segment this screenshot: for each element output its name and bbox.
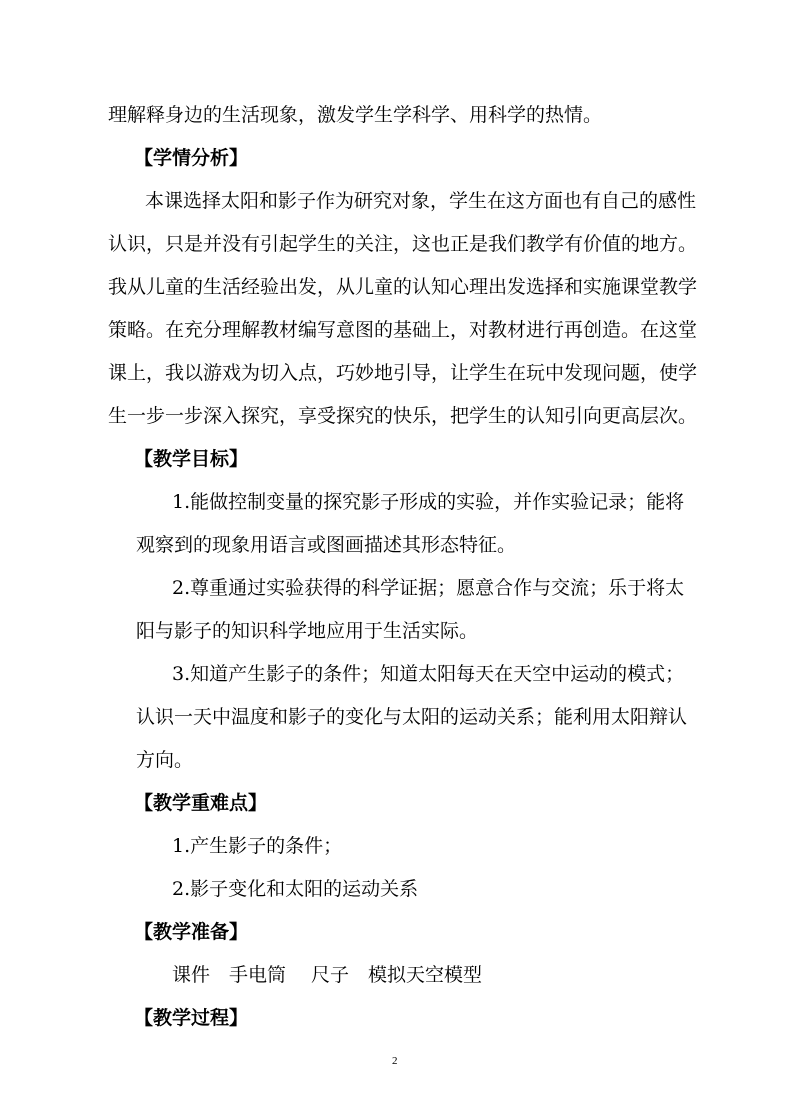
student-analysis-heading: 【学情分析】: [134, 147, 249, 169]
paragraph-line: 策略。在充分理解教材编写意图的基础上，对教材进行再创造。在这堂: [108, 319, 698, 341]
goal-line: 观察到的现象用语言或图画描述其形态特征。: [136, 534, 517, 556]
intro-line: 理解释身边的生活现象，激发学生学科学、用科学的热情。: [108, 104, 603, 126]
process-heading: 【教学过程】: [134, 1007, 249, 1029]
preparation-item: 课件: [172, 964, 211, 986]
goal-line: 3.知道产生影子的条件；知道太阳每天在天空中运动的模式；: [172, 663, 685, 685]
preparation-item: 尺子: [311, 964, 350, 986]
goal-line: 阳与影子的知识科学地应用于生活实际。: [136, 620, 479, 642]
key-point-line: 2.影子变化和太阳的运动关系: [172, 878, 419, 900]
key-point-line: 1.产生影子的条件；: [172, 835, 343, 857]
goal-line: 1.能做控制变量的探究影子形成的实验，并作实验记录；能将: [172, 491, 685, 513]
teaching-goals-heading: 【教学目标】: [134, 448, 249, 470]
page-number: 2: [392, 1055, 398, 1067]
key-points-heading: 【教学重难点】: [134, 792, 268, 814]
paragraph-line: 本课选择太阳和影子作为研究对象，学生在这方面也有自己的感性: [145, 190, 697, 212]
paragraph-line: 我从儿童的生活经验出发，从儿童的认知心理出发选择和实施课堂教学: [108, 276, 698, 298]
preparation-item: 模拟天空模型: [368, 964, 483, 986]
goal-line: 2.尊重通过实验获得的科学证据；愿意合作与交流；乐于将太: [172, 577, 685, 599]
paragraph-line: 认识，只是并没有引起学生的关注，这也正是我们教学有价值的地方。: [108, 233, 698, 255]
goal-line: 认识一天中温度和影子的变化与太阳的运动关系；能利用太阳辩认: [136, 706, 688, 728]
paragraph-line: 生一步一步深入探究，享受探究的快乐，把学生的认知引向更高层次。: [108, 405, 698, 427]
goal-line: 方向。: [136, 749, 194, 771]
preparation-heading: 【教学准备】: [134, 921, 249, 943]
preparation-item: 手电筒: [229, 964, 287, 986]
paragraph-line: 课上，我以游戏为切入点，巧妙地引导，让学生在玩中发现问题，使学: [108, 362, 698, 384]
